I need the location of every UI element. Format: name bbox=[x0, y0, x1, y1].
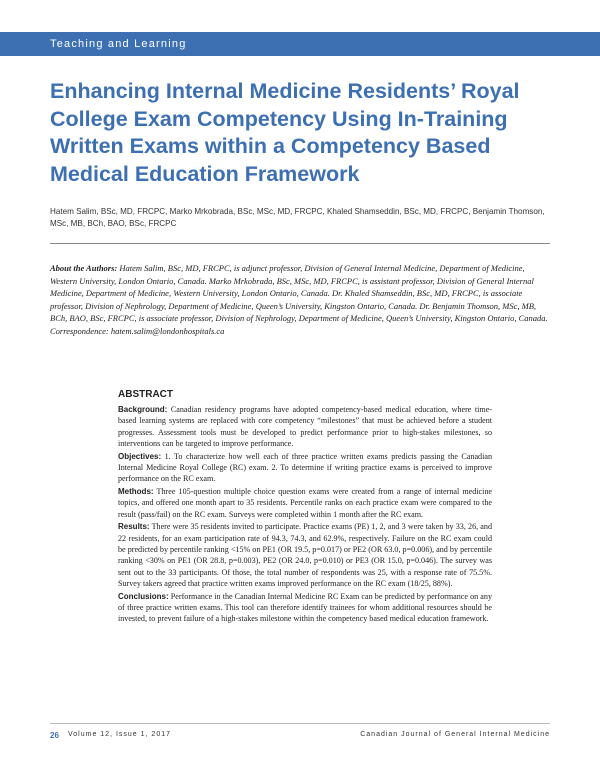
abstract-heading: ABSTRACT bbox=[118, 389, 173, 400]
divider bbox=[50, 243, 550, 244]
journal-name: Canadian Journal of General Internal Medicine bbox=[360, 731, 550, 738]
background-text: Canadian residency programs have adopted competency-based medical education, where time-based learning systems are replaced with core competency “milestones” that must be achieved before a student progresses. Assessment tools must be developed to predict performance prior to high-stakes milestones, so interventions can be targeted to improve performance. bbox=[118, 405, 492, 448]
abstract-conclusions bbox=[118, 591, 492, 625]
article-title: Enhancing Internal Medicine Residents’ Royal College Exam Competency Using In-Training Written Exams within a Competency Based Medical Education Framework bbox=[50, 79, 520, 186]
background-label: Background: bbox=[118, 405, 168, 414]
conclusions-label: Conclusions: bbox=[118, 591, 169, 601]
author-list: Hatem Salim, BSc, MD, FRCPC, Marko Mrkobrada, BSc, MSc, MD, FRCPC, Khaled Shamseddin, BSc, MD, FRCPC, Benjamin Thomson, MSc, MB, BCh, BAO, BSc, FRCPC bbox=[50, 207, 545, 228]
page-number: 26 bbox=[50, 731, 59, 740]
abstract-results bbox=[118, 521, 492, 589]
section-label: Teaching and Learning bbox=[50, 38, 187, 50]
methods-text: Three 105-question multiple choice question exams were created from a range of internal medicine topics, and offered one month apart to 35 residents. Percentile ranks on each practice exam were compared to the result (pass/fail) on the RC exam. Surveys were completed within 1 month after the RC exam. bbox=[118, 487, 492, 519]
results-text: There were 35 residents invited to participate. Practice exams (PE) 1, 2, and 3 were taken by 33, 26, and 22 residents, for an exam participation rate of 94.3, 74.3, and 62.9%, respectively. Failure on the RC exam could be predicted by percentile ranking <15% on PE1 (OR 19.5, p=0.017) or PE2 (OR 63.0, p=0.006), and by percentile ranking <30% on PE1 (OR 28.8, p=0.003), PE2 (OR 24.0, p=0.010) or PE3 (OR 15.0, p=0.046). The survey was sent out to the 33 participants. Of those, the total number of respondents was 25, with a response rate of 75.5%. Survey takers agreed that practice written exams improved performance on the RC exam (18/25, 88%). bbox=[118, 522, 492, 588]
section-banner bbox=[0, 32, 600, 56]
page-footer bbox=[50, 731, 550, 743]
objectives-text: 1. To characterize how well each of three practice written exams predicts passing the Canadian Internal Medicine Royal College (RC) exam. 2. To determine if writing practice exams is perceived to improve performance on the RC exam. bbox=[118, 451, 492, 484]
volume-issue: Volume 12, Issue 1, 2017 bbox=[68, 731, 171, 738]
conclusions-text: Performance in the Canadian Internal Medicine RC Exam can be predicted by performance on any of three practice written exams. This tool can therefore identify trainees for whom additional resources should be invested, to prevent failure of a high-stakes milestone within the competency based medical education framework. bbox=[118, 591, 492, 624]
abstract-objectives bbox=[118, 451, 492, 485]
about-the-authors bbox=[50, 262, 552, 338]
about-label: About the Authors: bbox=[50, 263, 118, 273]
abstract-background bbox=[118, 404, 492, 449]
footer-divider bbox=[50, 723, 550, 724]
abstract-methods bbox=[118, 486, 492, 520]
about-text: Hatem Salim, BSc, MD, FRCPC, is adjunct professor, Division of General Internal Medicine, Department of Medicine, Western University, London Ontario, Canada. Marko Mrkobrada, BSc, MSc, MD, FRCPC, is assistant professor, Division of General Internal Medicine, Department of Medicine, Western University, London Ontario, Canada. Dr. Khaled Shamseddin, BSc, MD, FRCPC, is associate professor, Division of Nephrology, Department of Medicine, Queen’s University, Kingston Ontario, Canada. Dr. Benjamin Thomson, MSc, MB, BCh, BAO, BSc, FRCPC, is associate professor, Division of Nephrology, Department of Medicine, Queen’s University, Kingston Ontario, Canada. Correspondence: hatem.salim@londonhospitals.ca bbox=[50, 263, 548, 336]
abstract-body bbox=[118, 404, 492, 626]
methods-label: Methods: bbox=[118, 487, 154, 497]
objectives-label: Objectives: bbox=[118, 451, 162, 461]
results-label: Results: bbox=[118, 522, 150, 532]
